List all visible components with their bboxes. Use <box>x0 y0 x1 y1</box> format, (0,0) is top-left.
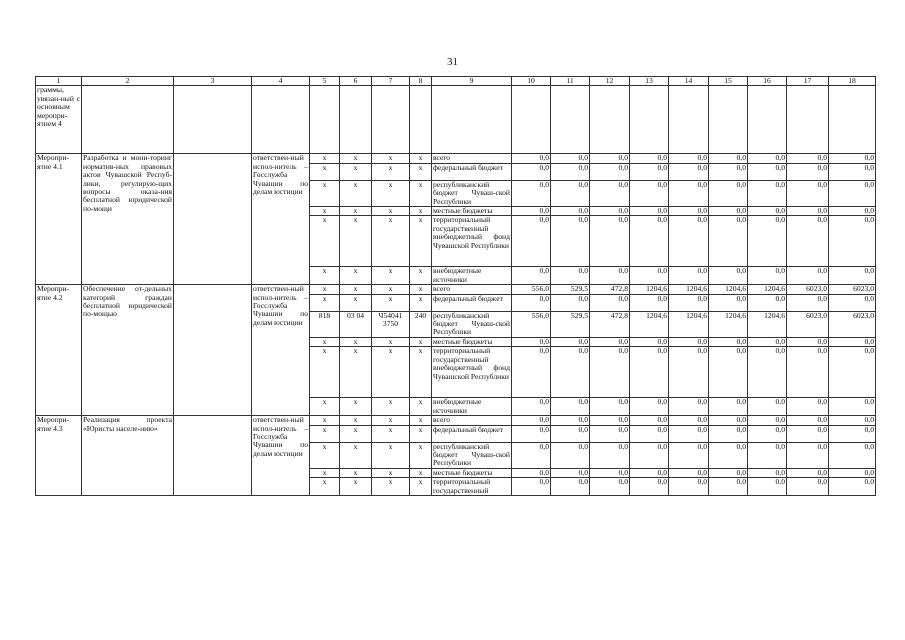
amount-cell: 0,0 <box>590 207 630 216</box>
table-row <box>36 416 876 425</box>
amount-cell: 0,0 <box>512 267 551 285</box>
amount-cell: 0,0 <box>590 180 630 206</box>
amount-cell: 0,0 <box>630 337 669 346</box>
activity-number: Меропри-ятие 4.3 <box>36 416 82 496</box>
amount-cell: 0,0 <box>512 163 551 180</box>
funding-source: федеральный бюджет <box>432 294 512 311</box>
amount-cell: 0,0 <box>590 468 630 477</box>
funding-source: республиканский бюджет Чуваш-ской Республики <box>433 180 510 206</box>
column-header: 10 <box>512 77 551 86</box>
amount-cell: 0,0 <box>551 163 590 180</box>
amount-cell: 0,0 <box>512 416 551 425</box>
column-header: 2 <box>82 77 174 86</box>
amount-cell: 0,0 <box>512 468 551 477</box>
budget-code-c5: x <box>310 478 340 496</box>
funding-source: всего <box>432 154 512 163</box>
funding-source: территориальный государственный <box>432 478 512 496</box>
budget-code-c5: x <box>310 398 340 416</box>
budget-code-c6: x <box>340 285 372 294</box>
budget-code-c5: x <box>310 180 340 206</box>
budget-code-c7: x <box>372 347 410 398</box>
amount-cell: 0,0 <box>748 416 787 425</box>
amount-cell: 0,0 <box>709 468 748 477</box>
amount-cell: 0,0 <box>669 398 709 416</box>
amount-cell: 0,0 <box>709 180 748 206</box>
budget-code-c8: x <box>410 425 432 442</box>
amount-cell: 0,0 <box>669 267 709 285</box>
column-header: 17 <box>787 77 829 86</box>
budget-code-c8: x <box>410 180 432 206</box>
amount-cell: 0,0 <box>669 180 709 206</box>
amount-cell: 0,0 <box>709 347 748 398</box>
column-header: 11 <box>551 77 590 86</box>
budget-code-c5: x <box>310 468 340 477</box>
budget-code-c7: x <box>372 337 410 346</box>
amount-cell: 0,0 <box>512 216 551 267</box>
budget-code-c5: x <box>310 285 340 294</box>
amount-cell: 0,0 <box>551 154 590 163</box>
amount-cell: 0,0 <box>787 163 829 180</box>
amount-cell: 0,0 <box>709 216 748 267</box>
amount-cell: 0,0 <box>709 398 748 416</box>
amount-cell: 0,0 <box>551 425 590 442</box>
column-header: 8 <box>410 77 432 86</box>
budget-code-c7: x <box>372 285 410 294</box>
amount-cell: 0,0 <box>630 294 669 311</box>
budget-code-c6: x <box>340 180 372 206</box>
amount-cell: 0,0 <box>748 425 787 442</box>
budget-code-c6: x <box>340 398 372 416</box>
amount-cell: 0,0 <box>669 207 709 216</box>
budget-code-c7: x <box>372 425 410 442</box>
amount-cell: 0,0 <box>829 468 876 477</box>
column-header: 13 <box>630 77 669 86</box>
amount-cell: 529,5 <box>551 311 590 337</box>
amount-cell: 0,0 <box>630 398 669 416</box>
budget-code-c5: x <box>310 163 340 180</box>
budget-code-c6: 03 04 <box>340 311 372 337</box>
amount-cell: 0,0 <box>829 154 876 163</box>
budget-code-c5: x <box>310 416 340 425</box>
amount-cell: 0,0 <box>787 478 829 496</box>
amount-cell: 0,0 <box>829 163 876 180</box>
budget-code-c6: x <box>340 442 372 468</box>
funding-source: федеральный бюджет <box>432 163 512 180</box>
amount-cell: 0,0 <box>630 216 669 267</box>
amount-cell: 0,0 <box>590 337 630 346</box>
column-header: 9 <box>432 77 512 86</box>
amount-cell: 6023,0 <box>787 311 829 337</box>
amount-cell: 0,0 <box>709 425 748 442</box>
budget-code-c6: x <box>340 337 372 346</box>
amount-cell: 6023,0 <box>829 285 876 294</box>
budget-code-c6: x <box>340 347 372 398</box>
amount-cell: 0,0 <box>512 337 551 346</box>
column-number-row <box>36 77 876 86</box>
amount-cell: 1204,6 <box>630 285 669 294</box>
budget-code-c5: x <box>310 216 340 267</box>
amount-cell: 0,0 <box>669 416 709 425</box>
budget-table <box>35 76 876 496</box>
amount-cell: 0,0 <box>590 216 630 267</box>
budget-code-c8: x <box>410 163 432 180</box>
budget-code-c8: x <box>410 442 432 468</box>
amount-cell: 0,0 <box>590 163 630 180</box>
funding-source: всего <box>432 416 512 425</box>
amount-cell: 0,0 <box>551 294 590 311</box>
budget-code-c5: x <box>310 337 340 346</box>
amount-cell: 0,0 <box>630 207 669 216</box>
column-header: 6 <box>340 77 372 86</box>
budget-code-c8: x <box>410 294 432 311</box>
amount-cell: 0,0 <box>669 163 709 180</box>
responsible-executor: ответствен-ный испол-нитель – Госслужба Чувашии по делам юстиции <box>252 154 310 285</box>
amount-cell: 0,0 <box>630 416 669 425</box>
amount-cell: 0,0 <box>669 337 709 346</box>
budget-code-c7: Ч54041 3750 <box>372 311 410 337</box>
budget-code-c8: x <box>410 478 432 496</box>
activity-number: Меропри-ятие 4.1 <box>36 154 82 285</box>
amount-cell: 0,0 <box>787 468 829 477</box>
amount-cell: 0,0 <box>630 425 669 442</box>
amount-cell: 0,0 <box>590 347 630 398</box>
amount-cell: 0,0 <box>787 154 829 163</box>
funding-source: местные бюджеты <box>432 207 512 216</box>
amount-cell: 0,0 <box>787 442 829 468</box>
amount-cell: 0,0 <box>787 294 829 311</box>
amount-cell: 0,0 <box>551 468 590 477</box>
amount-cell: 0,0 <box>748 216 787 267</box>
funding-source: всего <box>432 285 512 294</box>
column-header: 14 <box>669 77 709 86</box>
amount-cell: 0,0 <box>551 267 590 285</box>
budget-code-c6: x <box>340 207 372 216</box>
budget-code-c6: x <box>340 154 372 163</box>
table-row <box>36 285 876 294</box>
amount-cell: 0,0 <box>512 207 551 216</box>
amount-cell: 0,0 <box>551 347 590 398</box>
amount-cell: 0,0 <box>709 163 748 180</box>
responsible-executor: ответствен-ный испол-нитель – Госслужба Чувашии по делам юстиции <box>252 285 310 416</box>
budget-code-c5: x <box>310 347 340 398</box>
budget-code-c6: x <box>340 294 372 311</box>
budget-code-c8: x <box>410 207 432 216</box>
amount-cell: 0,0 <box>748 442 787 468</box>
amount-cell: 0,0 <box>748 163 787 180</box>
amount-cell: 0,0 <box>748 154 787 163</box>
amount-cell: 1204,6 <box>669 285 709 294</box>
budget-code-c8: x <box>410 154 432 163</box>
amount-cell: 0,0 <box>512 154 551 163</box>
budget-code-c7: x <box>372 468 410 477</box>
amount-cell: 0,0 <box>829 478 876 496</box>
amount-cell: 1204,6 <box>709 285 748 294</box>
budget-code-c7: x <box>372 163 410 180</box>
amount-cell: 0,0 <box>669 294 709 311</box>
amount-cell: 0,0 <box>512 425 551 442</box>
budget-code-c8: x <box>410 285 432 294</box>
amount-cell: 0,0 <box>551 180 590 206</box>
amount-cell: 0,0 <box>590 478 630 496</box>
budget-code-c7: x <box>372 207 410 216</box>
empty-cell <box>174 416 252 496</box>
empty-cell <box>174 285 252 416</box>
amount-cell: 0,0 <box>829 180 876 206</box>
amount-cell: 6023,0 <box>787 285 829 294</box>
budget-code-c7: x <box>372 398 410 416</box>
amount-cell: 0,0 <box>709 337 748 346</box>
column-header: 7 <box>372 77 410 86</box>
amount-cell: 0,0 <box>829 416 876 425</box>
budget-code-c5: x <box>310 154 340 163</box>
amount-cell: 0,0 <box>512 347 551 398</box>
amount-cell: 0,0 <box>829 216 876 267</box>
amount-cell: 0,0 <box>512 294 551 311</box>
budget-code-c8: x <box>410 398 432 416</box>
budget-code-c8: x <box>410 347 432 398</box>
amount-cell: 0,0 <box>748 337 787 346</box>
column-header: 3 <box>174 77 252 86</box>
budget-code-c7: x <box>372 478 410 496</box>
amount-cell: 0,0 <box>669 478 709 496</box>
amount-cell: 1204,6 <box>630 311 669 337</box>
column-header: 5 <box>310 77 340 86</box>
amount-cell: 0,0 <box>630 163 669 180</box>
amount-cell: 0,0 <box>787 337 829 346</box>
funding-source: местные бюджеты <box>432 337 512 346</box>
activity-description: Разработка и мони-торинг норматив-ных правовых актов Чувашской Респуб-лики, регулирую-щих вопросы оказа-ния бесплатной юридической по-мощи <box>82 154 174 285</box>
amount-cell: 0,0 <box>748 398 787 416</box>
amount-cell: 0,0 <box>630 154 669 163</box>
budget-code-c7: x <box>372 216 410 267</box>
amount-cell: 0,0 <box>630 468 669 477</box>
empty-cell <box>174 154 252 285</box>
amount-cell: 0,0 <box>551 207 590 216</box>
funding-source: республиканский бюджет Чуваш-ской Республики <box>433 442 510 468</box>
amount-cell: 0,0 <box>590 294 630 311</box>
budget-code-c5: 818 <box>310 311 340 337</box>
page-number: 31 <box>447 56 458 68</box>
amount-cell: 0,0 <box>669 216 709 267</box>
column-header: 16 <box>748 77 787 86</box>
amount-cell: 0,0 <box>669 425 709 442</box>
budget-code-c6: x <box>340 216 372 267</box>
amount-cell: 0,0 <box>551 337 590 346</box>
amount-cell: 0,0 <box>748 347 787 398</box>
amount-cell: 0,0 <box>787 207 829 216</box>
budget-code-c5: x <box>310 267 340 285</box>
funding-source: федеральный бюджет <box>432 425 512 442</box>
amount-cell: 0,0 <box>829 347 876 398</box>
amount-cell: 556,0 <box>512 311 551 337</box>
amount-cell: 0,0 <box>709 294 748 311</box>
budget-code-c5: x <box>310 294 340 311</box>
amount-cell: 0,0 <box>787 180 829 206</box>
budget-code-c8: x <box>410 267 432 285</box>
budget-code-c6: x <box>340 267 372 285</box>
amount-cell: 0,0 <box>669 347 709 398</box>
budget-code-c6: x <box>340 468 372 477</box>
amount-cell: 0,0 <box>551 478 590 496</box>
budget-code-c7: x <box>372 180 410 206</box>
funding-source: внебюджетные источники <box>432 267 512 285</box>
amount-cell: 0,0 <box>709 416 748 425</box>
amount-cell: 0,0 <box>669 468 709 477</box>
budget-code-c7: x <box>372 442 410 468</box>
amount-cell: 0,0 <box>551 442 590 468</box>
amount-cell: 0,0 <box>630 347 669 398</box>
amount-cell: 0,0 <box>829 337 876 346</box>
column-header: 12 <box>590 77 630 86</box>
amount-cell: 0,0 <box>787 416 829 425</box>
amount-cell: 556,0 <box>512 285 551 294</box>
amount-cell: 0,0 <box>512 442 551 468</box>
amount-cell: 1204,6 <box>748 285 787 294</box>
column-header: 4 <box>252 77 310 86</box>
funding-source: местные бюджеты <box>432 468 512 477</box>
amount-cell: 0,0 <box>829 425 876 442</box>
amount-cell: 0,0 <box>748 180 787 206</box>
amount-cell: 0,0 <box>630 442 669 468</box>
amount-cell: 0,0 <box>590 154 630 163</box>
amount-cell: 0,0 <box>630 180 669 206</box>
budget-code-c8: x <box>410 416 432 425</box>
column-header: 18 <box>829 77 876 86</box>
amount-cell: 0,0 <box>512 180 551 206</box>
amount-cell: 0,0 <box>590 425 630 442</box>
budget-code-c5: x <box>310 442 340 468</box>
activity-description: Обеспечение от-дельных категорий граждан бесплатной юридической по-мощью <box>82 285 174 416</box>
amount-cell: 0,0 <box>512 478 551 496</box>
budget-code-c6: x <box>340 416 372 425</box>
amount-cell: 0,0 <box>748 294 787 311</box>
amount-cell: 0,0 <box>748 207 787 216</box>
responsible-executor: ответствен-ный испол-нитель – Госслужба Чувашии по делам юстиции <box>252 416 310 496</box>
amount-cell: 529,5 <box>551 285 590 294</box>
amount-cell: 6023,0 <box>829 311 876 337</box>
budget-code-c5: x <box>310 207 340 216</box>
amount-cell: 0,0 <box>709 267 748 285</box>
amount-cell: 0,0 <box>709 154 748 163</box>
amount-cell: 0,0 <box>787 347 829 398</box>
amount-cell: 0,0 <box>748 468 787 477</box>
amount-cell: 1204,6 <box>709 311 748 337</box>
amount-cell: 0,0 <box>630 478 669 496</box>
amount-cell: 472,8 <box>590 285 630 294</box>
budget-code-c7: x <box>372 416 410 425</box>
amount-cell: 0,0 <box>709 478 748 496</box>
funding-source: республиканский бюджет Чуваш-ской Республики <box>433 311 510 337</box>
table-row <box>36 154 876 163</box>
amount-cell: 0,0 <box>829 398 876 416</box>
amount-cell: 0,0 <box>551 216 590 267</box>
amount-cell: 0,0 <box>551 398 590 416</box>
funding-source: территориальный государственный внебюджетный фонд Чувашской Республики <box>432 347 512 398</box>
continuation-row <box>36 86 876 154</box>
amount-cell: 0,0 <box>829 267 876 285</box>
amount-cell: 0,0 <box>709 207 748 216</box>
budget-code-c7: x <box>372 267 410 285</box>
amount-cell: 0,0 <box>590 398 630 416</box>
budget-code-c5: x <box>310 425 340 442</box>
amount-cell: 0,0 <box>829 294 876 311</box>
budget-code-c8: x <box>410 337 432 346</box>
funding-source: внебюджетные источники <box>432 398 512 416</box>
budget-code-c8: 240 <box>410 311 432 337</box>
amount-cell: 472,8 <box>590 311 630 337</box>
cont-row-title: граммы, увязан-ный с основным меропри-ятием 4 <box>36 86 82 154</box>
amount-cell: 0,0 <box>787 425 829 442</box>
amount-cell: 0,0 <box>748 267 787 285</box>
budget-code-c7: x <box>372 154 410 163</box>
budget-code-c8: x <box>410 468 432 477</box>
budget-code-c7: x <box>372 294 410 311</box>
amount-cell: 1204,6 <box>669 311 709 337</box>
activity-description: Реализация проекта «Юристы населе-нию» <box>82 416 174 496</box>
amount-cell: 0,0 <box>590 442 630 468</box>
amount-cell: 0,0 <box>512 398 551 416</box>
amount-cell: 0,0 <box>630 267 669 285</box>
amount-cell: 1204,6 <box>748 311 787 337</box>
amount-cell: 0,0 <box>748 478 787 496</box>
amount-cell: 0,0 <box>669 154 709 163</box>
funding-source: территориальный государственный внебюджетный фонд Чувашской Республики <box>432 216 512 267</box>
amount-cell: 0,0 <box>829 207 876 216</box>
column-header: 1 <box>36 77 82 86</box>
amount-cell: 0,0 <box>709 442 748 468</box>
amount-cell: 0,0 <box>829 442 876 468</box>
amount-cell: 0,0 <box>551 416 590 425</box>
amount-cell: 0,0 <box>590 416 630 425</box>
budget-code-c6: x <box>340 425 372 442</box>
amount-cell: 0,0 <box>590 267 630 285</box>
budget-code-c8: x <box>410 216 432 267</box>
budget-code-c6: x <box>340 163 372 180</box>
amount-cell: 0,0 <box>787 398 829 416</box>
amount-cell: 0,0 <box>787 267 829 285</box>
column-header: 15 <box>709 77 748 86</box>
amount-cell: 0,0 <box>669 442 709 468</box>
amount-cell: 0,0 <box>787 216 829 267</box>
budget-code-c6: x <box>340 478 372 496</box>
activity-number: Меропри-ятие 4.2 <box>36 285 82 416</box>
